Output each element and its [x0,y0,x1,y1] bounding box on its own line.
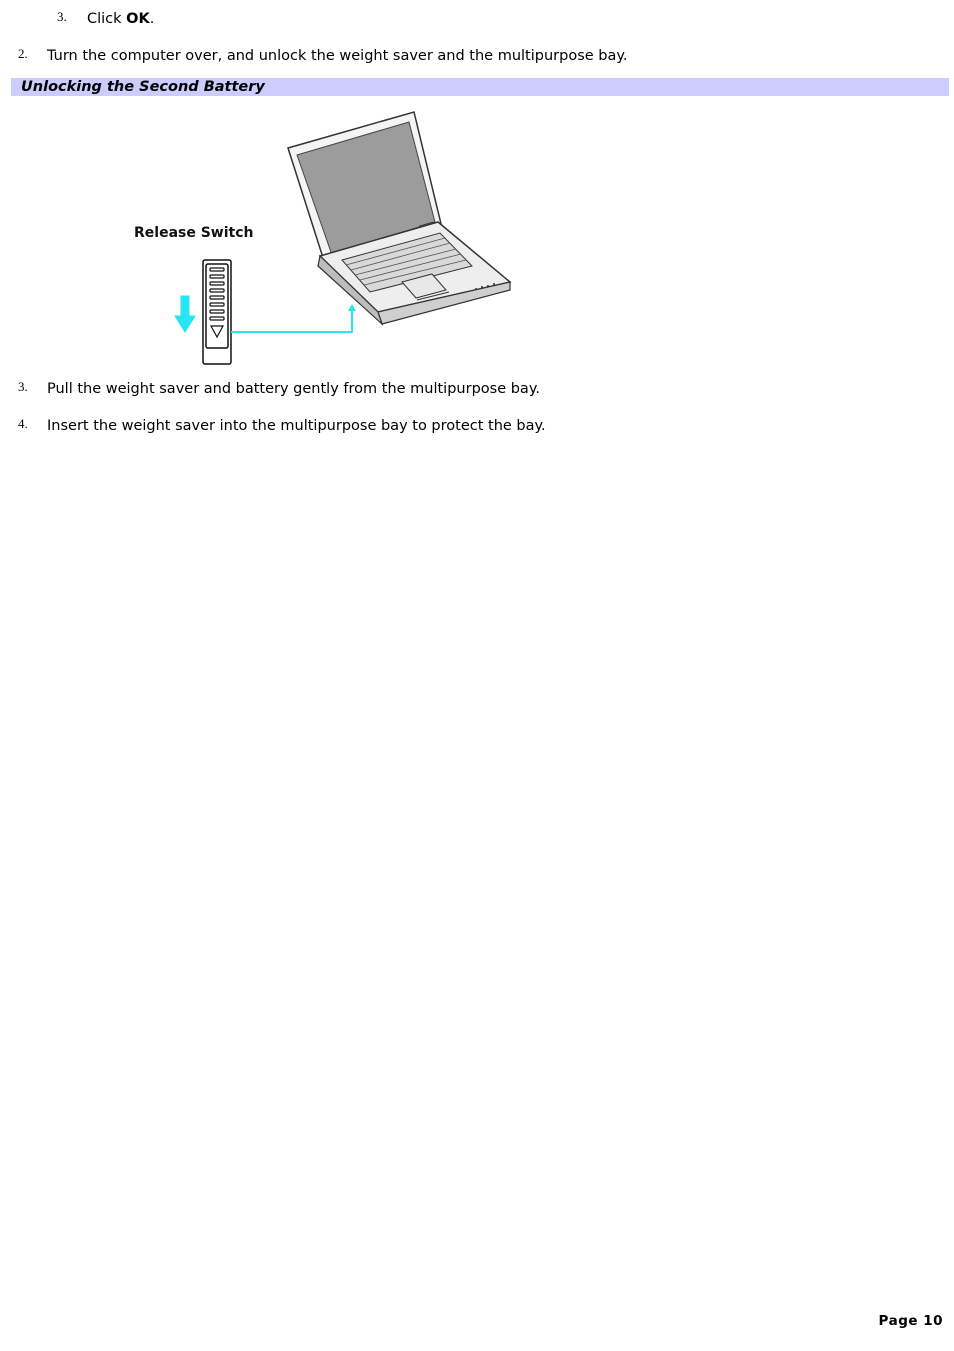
down-arrow-icon [175,296,195,332]
laptop-illustration [120,106,520,370]
step-number: 3. [57,9,67,24]
step-text-prefix: Click [87,11,127,27]
section-title: Unlocking the Second Battery [21,79,265,95]
step-text [87,10,154,28]
step-text: Turn the computer over, and unlock the weight saver and the multipurpose bay. [47,48,628,64]
release-switch-label: Release Switch [134,225,254,241]
ok-label: OK [126,11,150,27]
step-text: Insert the weight saver into the multipurpose bay to protect the bay. [47,418,546,434]
step-number: 4. [18,416,28,431]
step-text: Pull the weight saver and battery gently from the multipurpose bay. [47,381,540,397]
connector-arrow-head [348,304,356,311]
step-number: 3. [18,379,28,394]
step-number: 2. [18,46,28,61]
connector-arrow [231,311,352,332]
section-header-bar [11,78,949,96]
step-text-suffix: . [149,11,155,27]
release-switch-figure [120,106,520,370]
page-number: Page 10 [878,1313,943,1329]
